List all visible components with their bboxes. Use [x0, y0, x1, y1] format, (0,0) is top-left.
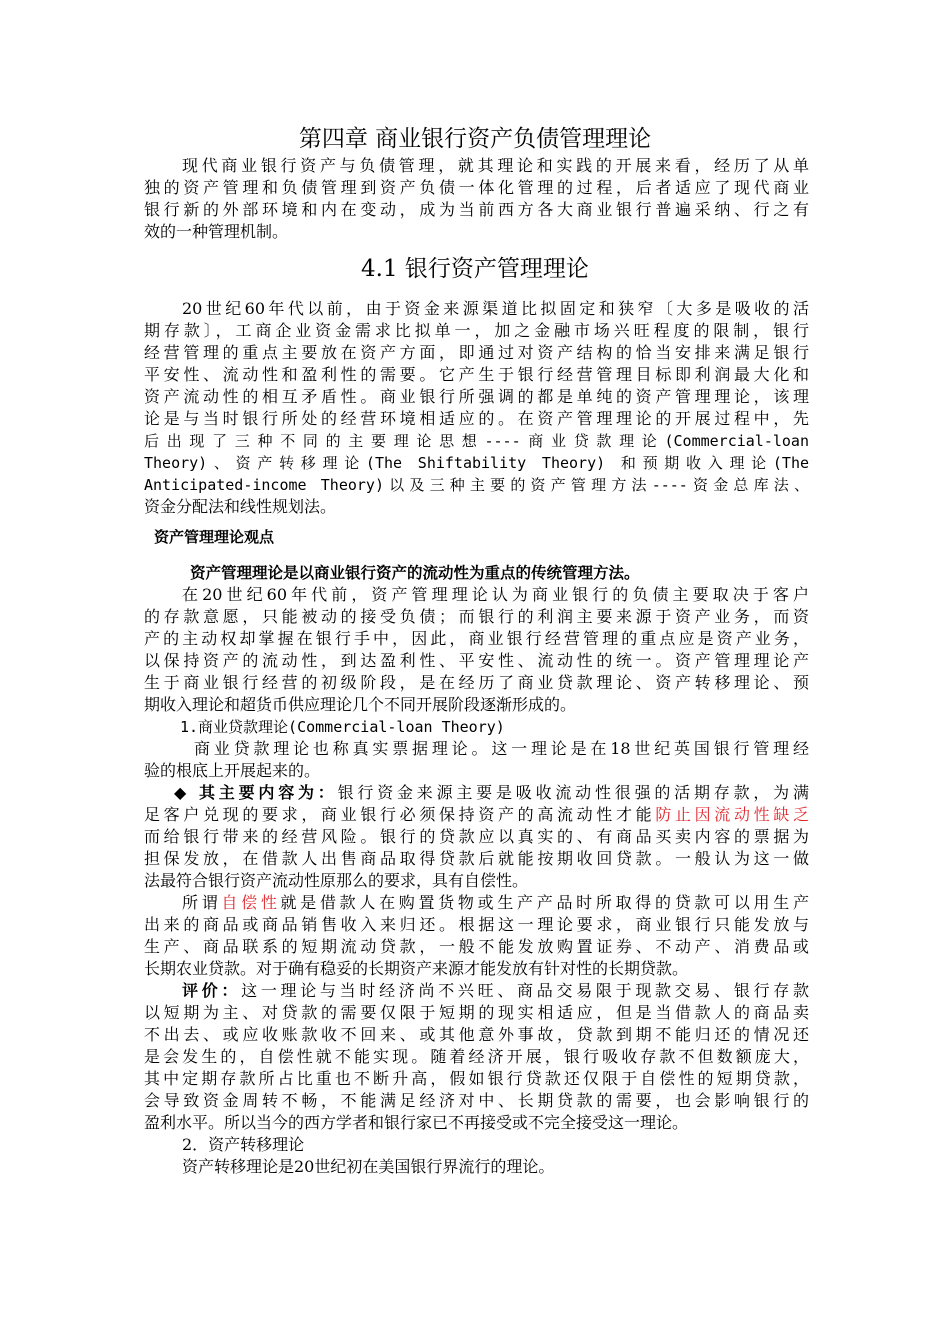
section-line: 期存款〕，工商企业资金需求比拟单一，加之金融市场兴旺程度的限制，银行 — [144, 321, 809, 340]
intro-line: 效的一种管理机制。 — [144, 222, 289, 241]
views-heading: 资产管理理论观点 — [154, 528, 275, 546]
item1-title: 1.商业贷款理论(Commercial-loan Theory) — [180, 718, 505, 736]
main-content-label: 其主要内容为： — [199, 783, 338, 802]
item2-line: 资产转移理论是20世纪初在美国银行界流行的理论。 — [182, 1157, 555, 1176]
core-paragraph — [144, 584, 809, 1178]
section-title: 4.1 银行资产管理理论 — [361, 256, 589, 282]
self-liquidating-line: 生产、商品联系的短期流动贷款，一般不能发放购置证券、不动产、消费品或 — [144, 937, 809, 956]
main-content-line: ◆ 其主要内容为：银行资金来源主要是吸收流动性很强的活期存款，为满 — [174, 783, 809, 802]
main-content-line: 担保发放，在借款人出售商品取得贷款后就能按期收回贷款。一般认为这一做 — [144, 849, 809, 868]
chapter-title: 第四章 商业银行资产负债管理理论 — [298, 126, 652, 152]
section-line: Anticipated-income Theory)以及三种主要的资产管理方法----资金总库法、 — [144, 476, 809, 494]
intro-line: 银行新的外部环境和内在变动，成为当前西方各大商业银行普遍采纳、行之有 — [144, 200, 809, 219]
bullet-icon: ◆ — [174, 783, 191, 802]
evaluation-line: 盈利水平。所以当今的西方学者和银行家已不再接受或不完全接受这一理论。 — [144, 1113, 689, 1132]
core-line: 的存款意愿，只能被动的接受负债；而银行的利润主要来源于资产业务，而资 — [144, 607, 809, 626]
highlight-text: 自偿性 — [221, 893, 281, 912]
evaluation-line: 其中定期存款所占比重也不断升高，假如银行贷款还仅限于自偿性的短期贷款， — [144, 1069, 809, 1088]
section-line: 经营管理的重点主要放在资产方面，即通过对资产结构的恰当安排来满足银行 — [144, 343, 809, 362]
core-line: 期收入理论和超货币供应理论几个不同开展阶段逐渐形成的。 — [144, 695, 577, 714]
section-line: 资金分配法和线性规划法。 — [144, 497, 337, 516]
section-line: 平安性、流动性和盈利性的需要。它产生于银行经营管理目标即利润最大化和 — [144, 365, 809, 384]
evaluation-line: 评价：这一理论与当时经济尚不兴旺、商品交易限于现款交易、银行存款 — [182, 981, 809, 1000]
intro-line: 现代商业银行资产与负债管理，就其理论和实践的开展来看，经历了从单 — [182, 156, 809, 175]
evaluation-line: 会导致资金周转不畅，不能满足经济对中、长期贷款的需要，也会影响银行的 — [144, 1091, 809, 1110]
section-line: Theory)、资产转移理论(The Shiftability Theory) 和预期收入理论(The — [144, 454, 809, 472]
item2-title: 2．资产转移理论 — [182, 1135, 305, 1154]
item1-line: 商业贷款理论也称真实票据理论。这一理论是在18世纪英国银行管理经 — [194, 739, 809, 758]
highlight-text: 防止因流动性缺乏 — [655, 805, 809, 824]
core-line: 生于商业银行经营的初级阶段，是在经历了商业贷款理论、资产转移理论、预 — [144, 673, 809, 692]
evaluation-line: 以短期为主、对贷款的需要仅限于短期的现实相适应，但是当借款人的商品卖 — [144, 1003, 809, 1022]
main-content-line: 足客户兑现的要求，商业银行必须保持资产的高流动性才能防止因流动性缺乏 — [144, 805, 809, 824]
section-line: 论是与当时银行所处的经营环境相适应的。在资产管理理论的开展过程中，先 — [144, 409, 809, 428]
evaluation-label: 评价： — [182, 981, 242, 1000]
main-content-line: 法最符合银行资产流动性原那么的要求，具有自偿性。 — [144, 871, 529, 890]
section-line: 20世纪60年代以前，由于资金来源渠道比拟固定和狭窄〔大多是吸收的活 — [182, 299, 809, 318]
self-liquidating-line: 出来的商品或商品销售收入来归还。根据这一理论要求，商业银行只能发放与 — [144, 915, 809, 934]
core-line: 以保持资产的流动性，到达盈利性、平安性、流动性的统一。资产管理理论产 — [144, 651, 809, 670]
core-line: 产的主动权却掌握在银行手中，因此，商业银行经营管理的重点应是资产业务， — [144, 629, 809, 648]
core-line: 在20世纪60年代前，资产管理理论认为商业银行的负债主要取决于客户 — [182, 585, 809, 604]
item1-line: 验的根底上开展起来的。 — [144, 761, 321, 780]
evaluation-line: 不出去、或应收账款收不回来、或其他意外事故，贷款到期不能归还的情况还 — [144, 1025, 809, 1044]
self-liquidating-line: 所谓自偿性就是借款人在购置货物或生产产品时所取得的贷款可以用生产 — [182, 893, 809, 912]
intro-paragraph — [144, 155, 809, 243]
section-paragraph — [144, 298, 809, 518]
evaluation-line: 是会发生的，自偿性就不能实现。随着经济开展，银行吸收存款不但数额庞大， — [144, 1047, 809, 1066]
section-line: 后出现了三种不同的主要理论思想----商业贷款理论(Commercial-loan — [144, 432, 809, 450]
self-liquidating-line: 长期农业贷款。对于确有稳妥的长期资产来源才能发放有针对性的长期贷款。 — [144, 959, 689, 978]
section-line: 资产流动性的相互矛盾性。商业银行所强调的都是单纯的资产管理理论，该理 — [144, 387, 809, 406]
intro-line: 独的资产管理和负债管理到资产负债一体化管理的过程，后者适应了现代商业 — [144, 178, 809, 197]
core-subheading: 资产管理理论是以商业银行资产的流动性为重点的传统管理方法。 — [190, 564, 640, 582]
main-content-line: 而给银行带来的经营风险。银行的贷款应以真实的、有商品买卖内容的票据为 — [144, 827, 809, 846]
